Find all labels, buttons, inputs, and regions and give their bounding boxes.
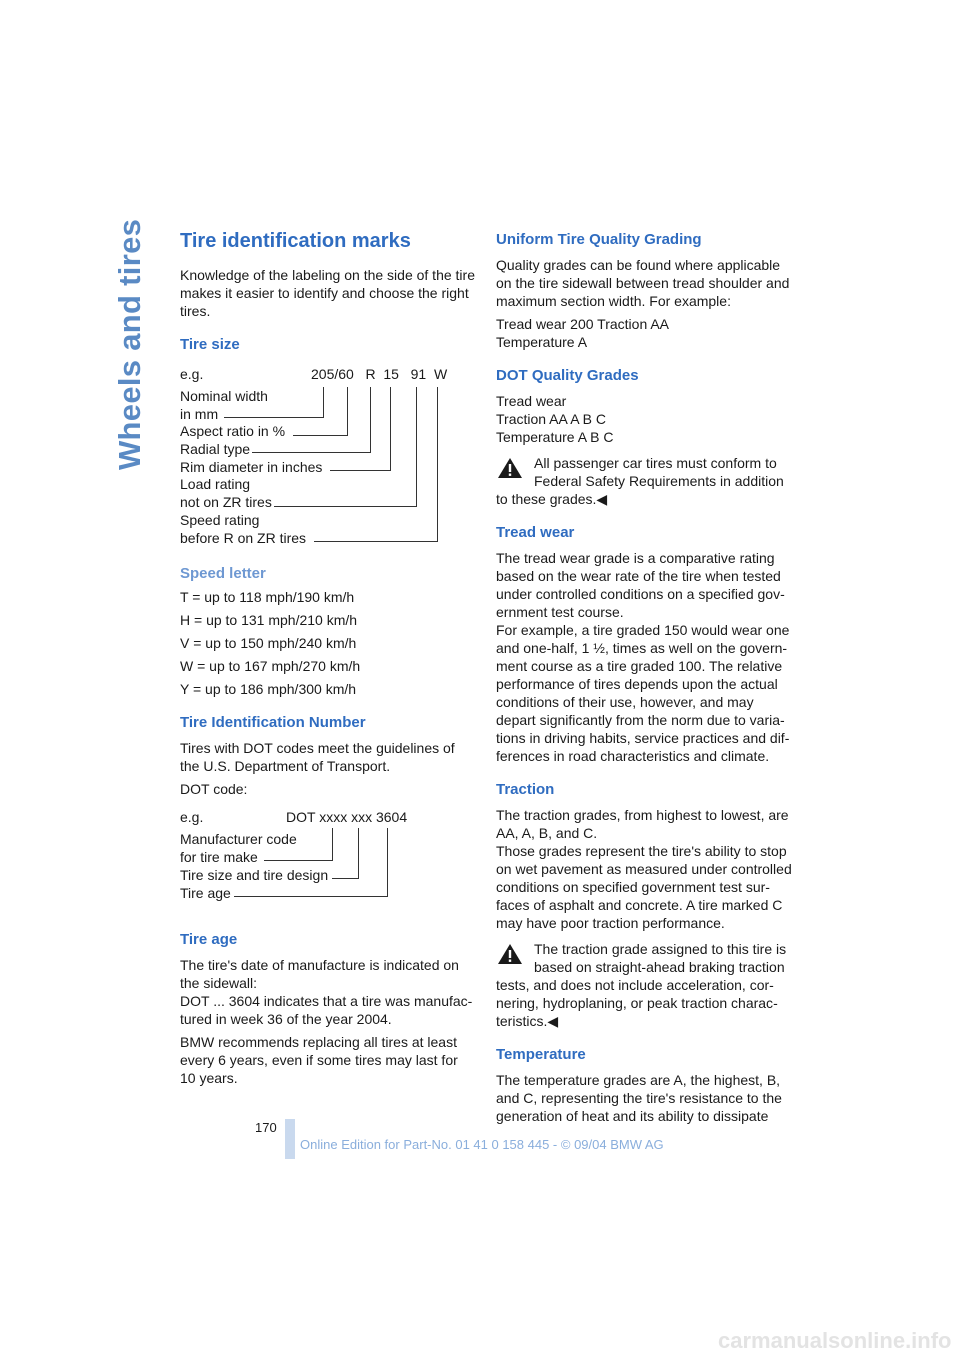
tire-age-p1b: DOT ... 3604 indicates that a tire was manufactured in week 36 of the year 2004. [180, 993, 473, 1027]
temperature-heading: Temperature [496, 1046, 586, 1063]
speed-item: V = up to 150 mph/240 km/h [180, 635, 357, 651]
warning-text: tests, and does not include acceleration, cornering, hydroplaning, or peak traction characteristics.◀ [496, 977, 778, 1029]
tread-wear-heading: Tread wear [496, 524, 575, 541]
label-nominal-width: Nominal width [180, 388, 268, 404]
footer-bar [285, 1119, 295, 1159]
warning-text: All passenger car tires must conform to [534, 455, 777, 471]
tire-size-diagram [180, 361, 476, 549]
section-side-tab-label: Wheels and tires [112, 218, 147, 470]
dot-code-example: DOT xxxx xxx 3604 [286, 809, 408, 825]
utqg-example-1: Tread wear 200 Traction AA [496, 316, 670, 332]
temperature-p1: The temperature grades are A, the highest, B, and C, representing the tire's resistance to the generation of heat and its ability to dissipate [496, 1072, 782, 1124]
warning-text: to these grades.◀ [496, 491, 608, 507]
right-column [496, 228, 792, 1129]
tire-size-heading: Tire size [180, 336, 240, 353]
warning-icon [496, 456, 524, 480]
tread-wear-p2: For example, a tire graded 150 would wear one and one-half, 1 ½, times as well on the government course as a tire graded 100. The relative performance of tires depends upon the actual conditions of their use, however, and may depart significantly from the norm due to variations in driving habits, service practices and differences in road characteristics and climate. [496, 622, 790, 764]
label-in-mm: in mm [180, 406, 219, 422]
tire-age-p1: The tire's date of manufacture is indicated on the sidewall: [180, 957, 459, 991]
dot-code-label: DOT code: [180, 781, 248, 797]
connector-line [234, 828, 388, 897]
utqg-heading: Uniform Tire Quality Grading [496, 231, 702, 248]
tire-age-p2: BMW recommends replacing all tires at least every 6 years, even if some tires may last for 10 years. [180, 1034, 458, 1086]
edition-note: Online Edition for Part-No. 01 41 0 158 445 - © 09/04 BMW AG [300, 1137, 664, 1152]
label-not-on-zr: not on ZR tires [180, 494, 272, 510]
dot-code-diagram [180, 808, 476, 918]
tin-text: Tires with DOT codes meet the guidelines of the U.S. Department of Transport. [180, 740, 455, 774]
section-side-tab [100, 218, 160, 480]
warning-note-traction [496, 940, 792, 1030]
warning-note-dot [496, 454, 792, 508]
label-tire-age: Tire age [180, 885, 231, 901]
tire-size-eg: e.g. [180, 366, 204, 382]
label-aspect-ratio: Aspect ratio in % [180, 423, 286, 439]
tin-heading: Tire Identification Number [180, 714, 366, 731]
dot-grades-line: Traction AA A B C [496, 411, 606, 427]
warning-text: The traction grade assigned to this tire is [534, 941, 787, 957]
speed-item: T = up to 118 mph/190 km/h [180, 589, 355, 605]
speed-item: H = up to 131 mph/210 km/h [180, 612, 358, 628]
page-number: 170 [255, 1120, 277, 1135]
intro-text: Knowledge of the labeling on the side of the tire makes it easier to identify and choose the right tires. [180, 267, 475, 319]
label-radial-type: Radial type [180, 441, 251, 457]
warning-icon [496, 942, 524, 966]
speed-letter-heading: Speed letter [180, 565, 266, 582]
dot-grades-heading: DOT Quality Grades [496, 367, 639, 384]
label-load-rating: Load rating [180, 476, 251, 492]
traction-p2: Those grades represent the tire's ability to stop on wet pavement as measured under controlled conditions on specified government test surfaces of asphalt and concrete. A tire marked C may have poor traction performance. [496, 843, 792, 931]
label-rim-diameter: Rim diameter in inches [180, 459, 323, 475]
dot-grades-line: Tread wear [496, 393, 567, 409]
tire-size-code: 205/60 R 15 91 W [311, 366, 448, 382]
utqg-text: Quality grades can be found where applicable on the tire sidewall between tread shoulder and maximum section width. For example: [496, 257, 790, 309]
warning-text: based on straight-ahead braking traction [534, 959, 785, 975]
tire-age-heading: Tire age [180, 931, 238, 948]
dot-eg: e.g. [180, 809, 204, 825]
label-speed-rating: Speed rating [180, 512, 260, 528]
speed-item: Y = up to 186 mph/300 km/h [180, 681, 357, 697]
page-title: Tire identification marks [180, 230, 411, 252]
label-tire-make: for tire make [180, 849, 258, 865]
label-size-design: Tire size and tire design [180, 867, 329, 883]
utqg-example-2: Temperature A [496, 334, 588, 350]
connector-line [314, 387, 438, 542]
label-manufacturer-code: Manufacturer code [180, 831, 297, 847]
traction-p1: The traction grades, from highest to lowest, are AA, A, B, and C. [496, 807, 789, 841]
dot-grades-line: Temperature A B C [496, 429, 614, 445]
warning-text: Federal Safety Requirements in addition [534, 473, 784, 489]
label-before-r: before R on ZR tires [180, 530, 307, 546]
traction-heading: Traction [496, 781, 555, 798]
left-column [180, 228, 476, 1091]
speed-item: W = up to 167 mph/270 km/h [180, 658, 361, 674]
tread-wear-p1: The tread wear grade is a comparative rating based on the wear rate of the tire when tested under controlled conditions on a specified government test course. [496, 550, 785, 620]
watermark: carmanualsonline.info [718, 1328, 952, 1353]
